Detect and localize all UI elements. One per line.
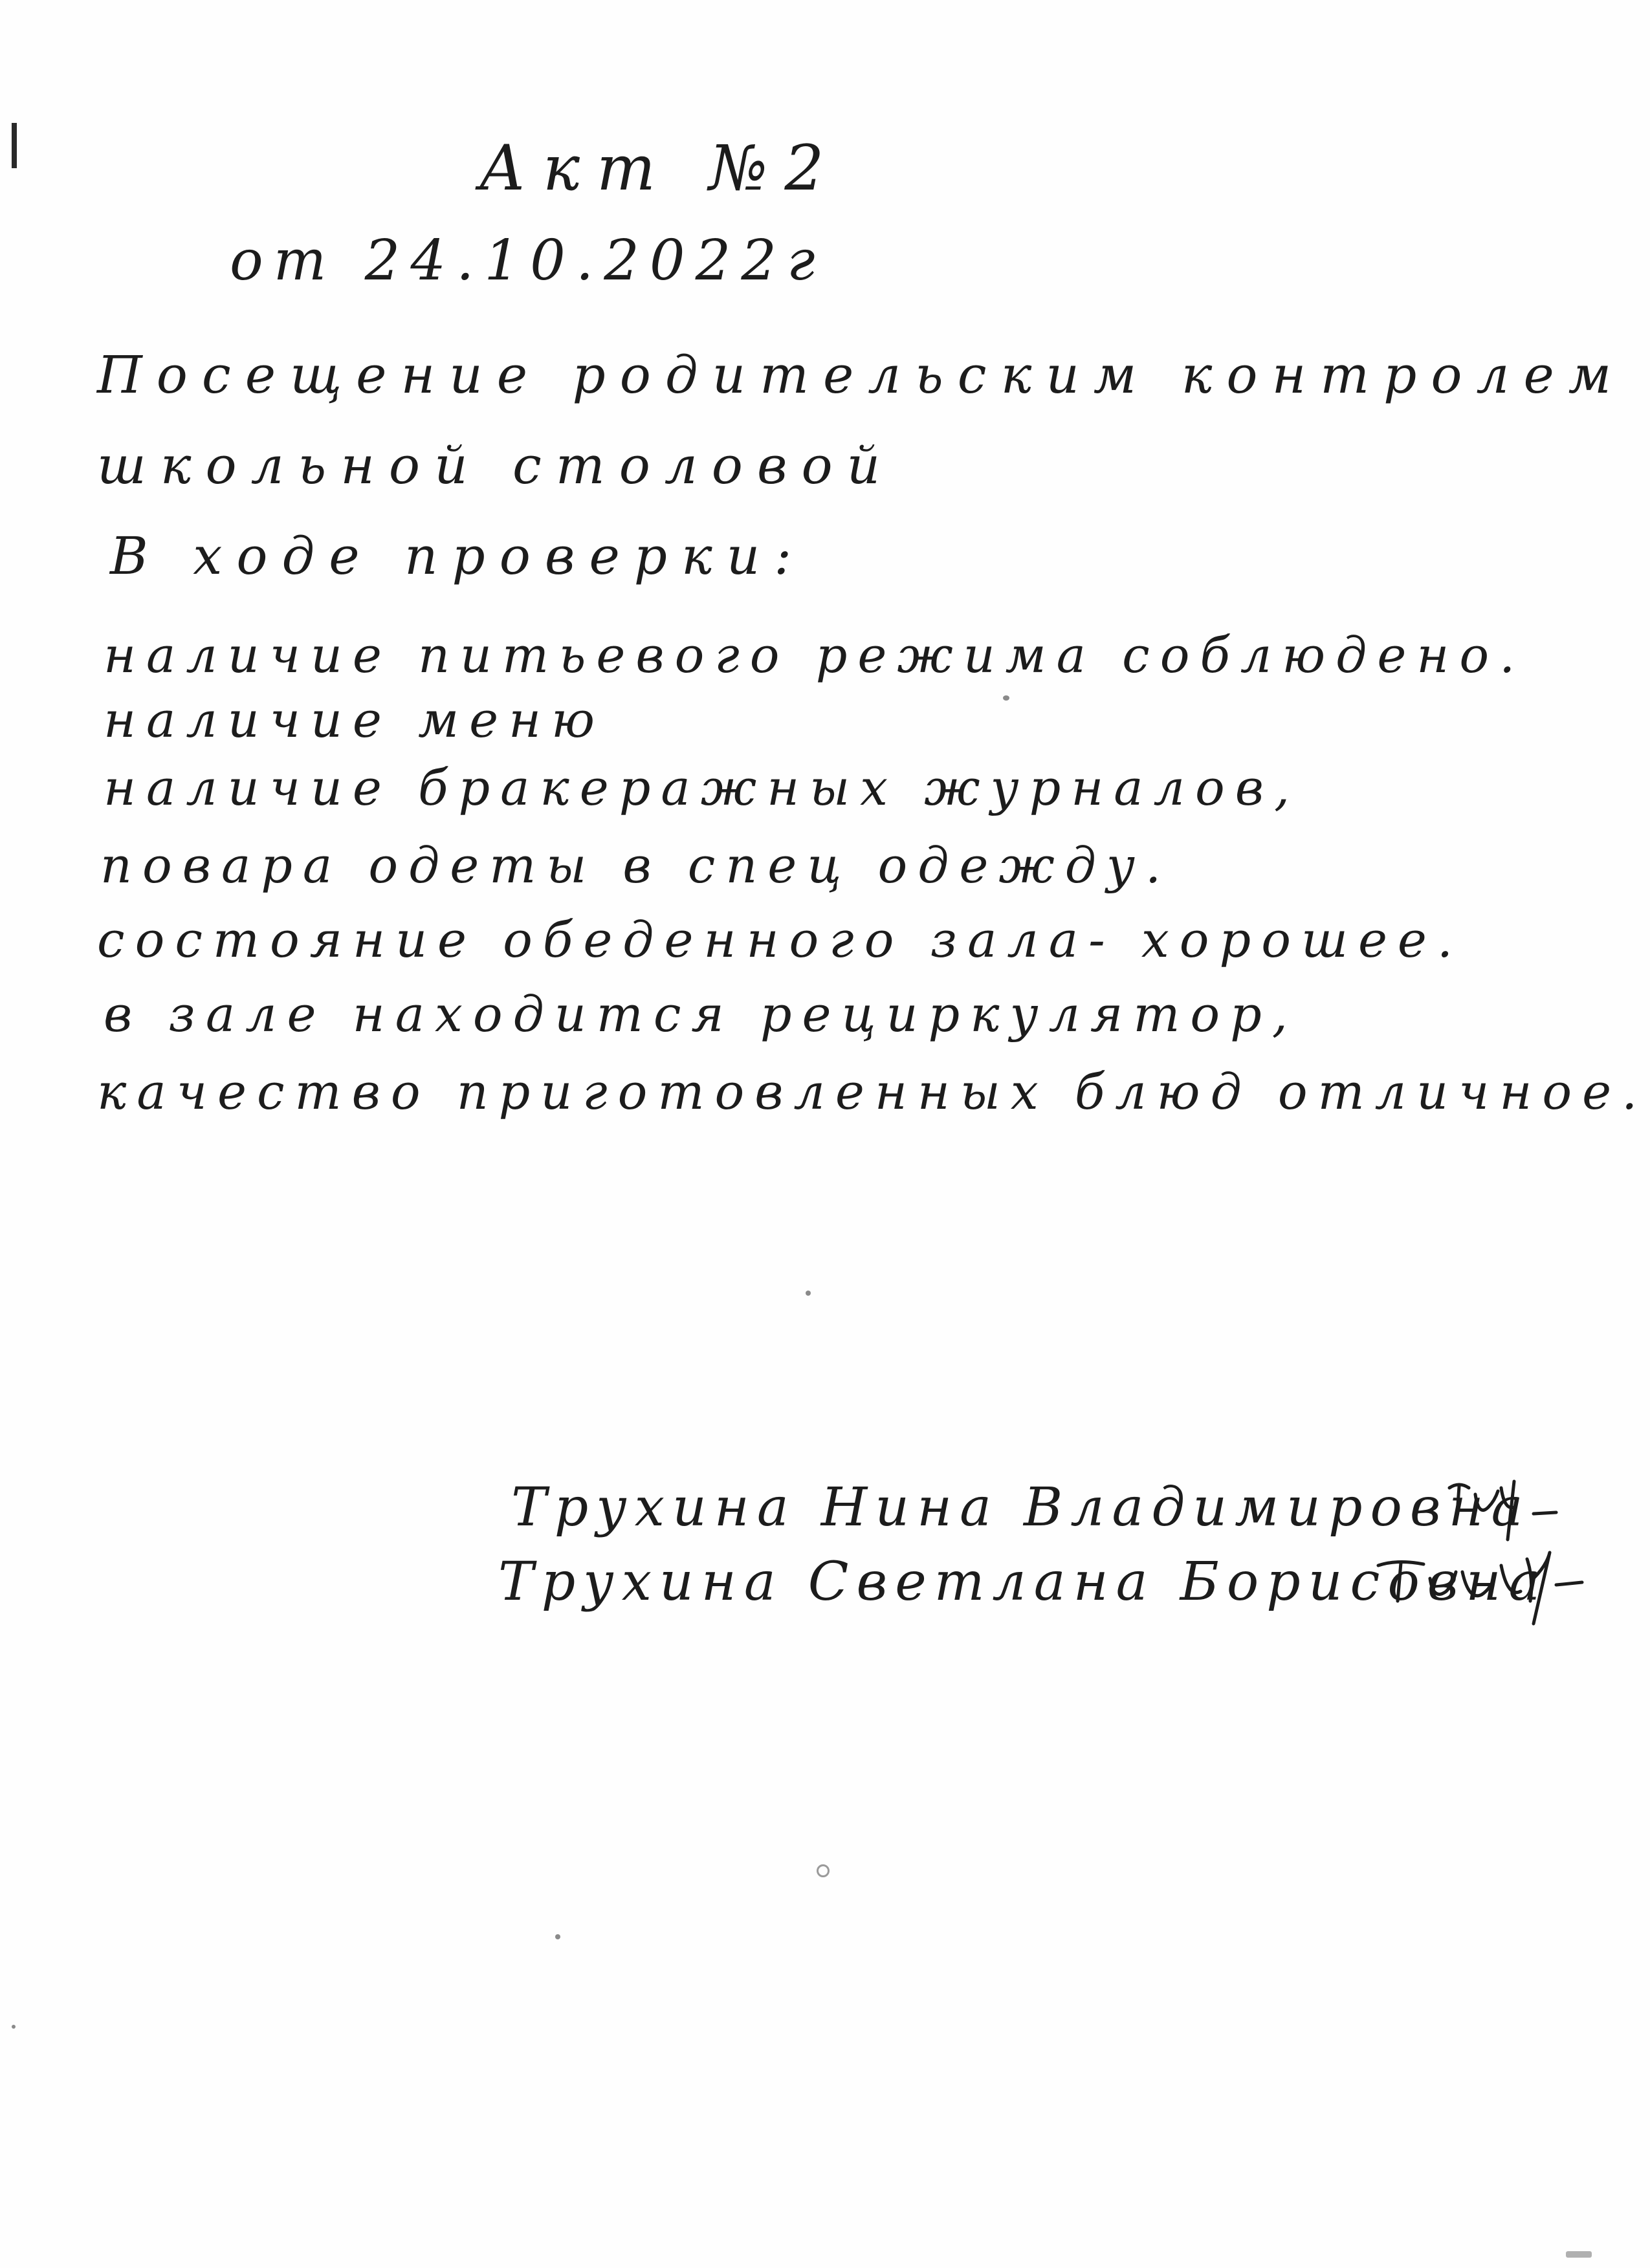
scan-speck bbox=[817, 1864, 830, 1877]
signature-mark bbox=[1443, 1468, 1559, 1546]
finding-item: состояние обеденного зала- хорошее. bbox=[97, 911, 1464, 968]
finding-item: наличие меню bbox=[104, 691, 606, 748]
act-date: от 24.10.2022г bbox=[230, 228, 826, 293]
scan-speck bbox=[12, 2025, 16, 2029]
finding-item: наличие питьевого режима соблюдено. bbox=[104, 626, 1526, 684]
scan-speck bbox=[806, 1291, 811, 1296]
finding-item: в зале находится рециркулятор, bbox=[104, 985, 1298, 1043]
signer-name: Трухина Нина Владимировна bbox=[511, 1477, 1531, 1538]
scan-speck bbox=[1566, 2251, 1592, 2258]
scan-speck bbox=[1003, 695, 1009, 701]
signer-name: Трухина Светлана Борисовна bbox=[498, 1551, 1548, 1613]
finding-item: наличие бракеражных журналов, bbox=[104, 759, 1301, 816]
inspection-intro: В ходе проверки: bbox=[110, 526, 806, 586]
signature-mark bbox=[1372, 1540, 1585, 1630]
finding-item: качество приготовленных блюд отличное. bbox=[97, 1063, 1648, 1120]
scan-edge-mark bbox=[12, 123, 17, 168]
scan-speck bbox=[555, 1934, 560, 1939]
subject-line-1: Посещение родительским контролем bbox=[97, 345, 1626, 405]
act-title: Акт №2 bbox=[479, 132, 841, 204]
finding-item: повара одеты в спец одежду. bbox=[100, 836, 1172, 894]
subject-line-2: школьной столовой bbox=[97, 435, 895, 496]
